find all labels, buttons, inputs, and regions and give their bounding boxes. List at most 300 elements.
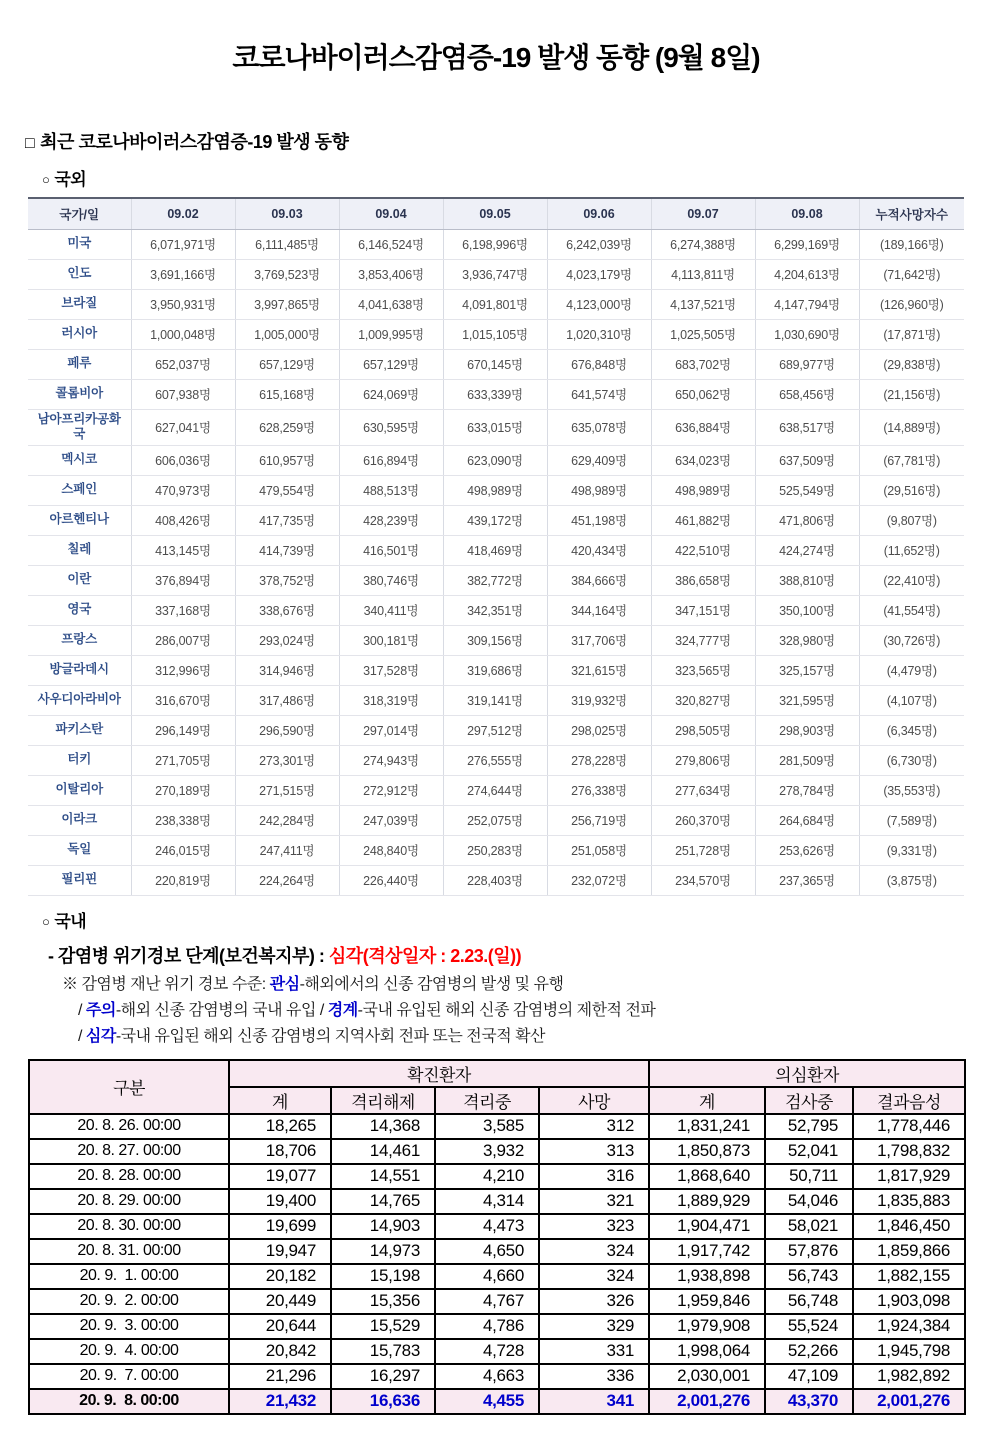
stat-value: 20,842 — [229, 1339, 331, 1364]
crisis-alert-line — [48, 942, 992, 968]
square-bullet-icon: □ — [25, 135, 35, 152]
stat-value: 4,210 — [435, 1164, 539, 1189]
case-count-cell: 278,228명 — [547, 745, 651, 775]
overseas-column-header: 09.05 — [443, 198, 547, 229]
case-count-cell: 376,894명 — [131, 565, 235, 595]
overseas-table-row — [28, 805, 964, 835]
case-count-cell: (11,652명) — [859, 535, 964, 565]
country-name: 미국 — [28, 229, 131, 259]
case-count-cell: 237,365명 — [755, 865, 859, 895]
case-count-cell: 319,141명 — [443, 685, 547, 715]
stat-value: 336 — [539, 1364, 649, 1389]
overseas-column-header: 09.04 — [339, 198, 443, 229]
case-count-cell: 271,705명 — [131, 745, 235, 775]
overseas-table-row — [28, 655, 964, 685]
stat-value: 1,868,640 — [649, 1164, 765, 1189]
domestic-group-header: 확진환자 — [229, 1060, 649, 1087]
case-count-cell: 630,595명 — [339, 409, 443, 445]
case-count-cell: 317,486명 — [235, 685, 339, 715]
stat-value: 52,041 — [765, 1139, 853, 1164]
overseas-column-header: 09.07 — [651, 198, 755, 229]
overseas-column-header: 09.03 — [235, 198, 339, 229]
stat-value: 1,924,384 — [853, 1314, 965, 1339]
subsection-domestic-heading — [42, 907, 992, 932]
overseas-table-row — [28, 865, 964, 895]
case-count-cell: 298,903명 — [755, 715, 859, 745]
case-count-cell: 498,989명 — [443, 475, 547, 505]
overseas-table-row — [28, 505, 964, 535]
stat-value: 4,455 — [435, 1389, 539, 1414]
note-text: -국내 유입된 해외 신종 감염병의 제한적 전파 — [357, 1001, 656, 1019]
stat-value: 4,473 — [435, 1214, 539, 1239]
case-count-cell: 253,626명 — [755, 835, 859, 865]
stat-value: 324 — [539, 1264, 649, 1289]
stat-value: 21,296 — [229, 1364, 331, 1389]
overseas-header-row — [28, 198, 964, 229]
case-count-cell: (4,107명) — [859, 685, 964, 715]
report-date: 20. 9. 3. 00:00 — [29, 1314, 229, 1339]
case-count-cell: 260,370명 — [651, 805, 755, 835]
crisis-alert-label: - 감염병 위기경보 단계(보건복지부) : — [48, 945, 329, 966]
case-count-cell: 220,819명 — [131, 865, 235, 895]
case-count-cell: 323,565명 — [651, 655, 755, 685]
case-count-cell: 247,039명 — [339, 805, 443, 835]
case-count-cell: 278,784명 — [755, 775, 859, 805]
overseas-table-row — [28, 535, 964, 565]
stat-value: 329 — [539, 1314, 649, 1339]
stat-value: 1,938,898 — [649, 1264, 765, 1289]
case-count-cell: 638,517명 — [755, 409, 859, 445]
stat-value: 313 — [539, 1139, 649, 1164]
case-count-cell: 340,411명 — [339, 595, 443, 625]
case-count-cell: 344,164명 — [547, 595, 651, 625]
stat-value: 331 — [539, 1339, 649, 1364]
stat-value: 1,979,908 — [649, 1314, 765, 1339]
stat-value: 52,266 — [765, 1339, 853, 1364]
alert-level-term: 경계 — [327, 1001, 358, 1019]
crisis-alert-level: 심각(격상일자 : 2.23.(일)) — [328, 945, 522, 966]
domestic-table — [28, 1059, 966, 1415]
domestic-sub-header: 격리중 — [435, 1087, 539, 1114]
case-count-cell: 636,884명 — [651, 409, 755, 445]
case-count-cell: 281,509명 — [755, 745, 859, 775]
case-count-cell: 384,666명 — [547, 565, 651, 595]
stat-value: 19,400 — [229, 1189, 331, 1214]
note-text: -해외 신종 감염병의 국내 유입 / — [115, 1001, 328, 1019]
case-count-cell: 498,989명 — [651, 475, 755, 505]
country-name: 남아프리카공화국 — [28, 409, 131, 445]
domestic-group-header-row — [29, 1060, 965, 1087]
stat-value: 54,046 — [765, 1189, 853, 1214]
case-count-cell: 670,145명 — [443, 349, 547, 379]
case-count-cell: 657,129명 — [339, 349, 443, 379]
domestic-table-row — [29, 1364, 965, 1389]
case-count-cell: 321,595명 — [755, 685, 859, 715]
report-date: 20. 8. 27. 00:00 — [29, 1139, 229, 1164]
case-count-cell: 629,409명 — [547, 445, 651, 475]
stat-value: 1,982,892 — [853, 1364, 965, 1389]
overseas-table-row — [28, 229, 964, 259]
case-count-cell: 3,997,865명 — [235, 289, 339, 319]
case-count-cell: 424,274명 — [755, 535, 859, 565]
report-date: 20. 8. 28. 00:00 — [29, 1164, 229, 1189]
overseas-table-row — [28, 565, 964, 595]
alert-level-term: 심각 — [85, 1027, 116, 1045]
case-count-cell: 1,009,995명 — [339, 319, 443, 349]
report-date: 20. 9. 8. 00:00 — [29, 1389, 229, 1414]
stat-value: 1,959,846 — [649, 1289, 765, 1314]
case-count-cell: 256,719명 — [547, 805, 651, 835]
case-count-cell: 386,658명 — [651, 565, 755, 595]
stat-value: 20,182 — [229, 1264, 331, 1289]
case-count-cell: 248,840명 — [339, 835, 443, 865]
case-count-cell: 382,772명 — [443, 565, 547, 595]
case-count-cell: 471,806명 — [755, 505, 859, 535]
case-count-cell: 414,739명 — [235, 535, 339, 565]
case-count-cell: 350,100명 — [755, 595, 859, 625]
case-count-cell: 4,041,638명 — [339, 289, 443, 319]
case-count-cell: (7,589명) — [859, 805, 964, 835]
domestic-table-row — [29, 1339, 965, 1364]
case-count-cell: 6,071,971명 — [131, 229, 235, 259]
case-count-cell: 4,113,811명 — [651, 259, 755, 289]
stat-value: 58,021 — [765, 1214, 853, 1239]
stat-value: 4,767 — [435, 1289, 539, 1314]
note-text: ※ 감염병 재난 위기 경보 수준: — [62, 975, 270, 993]
section-recent-trend-heading — [25, 128, 992, 154]
country-name: 스페인 — [28, 475, 131, 505]
stat-value: 20,449 — [229, 1289, 331, 1314]
subsection-domestic-label: 국내 — [54, 911, 87, 931]
subsection-overseas-label: 국외 — [54, 170, 87, 189]
case-count-cell: 657,129명 — [235, 349, 339, 379]
overseas-table-row — [28, 685, 964, 715]
stat-value: 4,314 — [435, 1189, 539, 1214]
stat-value: 4,660 — [435, 1264, 539, 1289]
case-count-cell: 615,168명 — [235, 379, 339, 409]
case-count-cell: 4,023,179명 — [547, 259, 651, 289]
case-count-cell: 309,156명 — [443, 625, 547, 655]
domestic-table-row — [29, 1314, 965, 1339]
stat-value: 14,368 — [331, 1114, 435, 1139]
case-count-cell: 417,735명 — [235, 505, 339, 535]
stat-value: 324 — [539, 1239, 649, 1264]
case-count-cell: 226,440명 — [339, 865, 443, 895]
overseas-table-row — [28, 595, 964, 625]
case-count-cell: 420,434명 — [547, 535, 651, 565]
case-count-cell: 1,005,000명 — [235, 319, 339, 349]
stat-value: 14,973 — [331, 1239, 435, 1264]
case-count-cell: 273,301명 — [235, 745, 339, 775]
stat-value: 14,551 — [331, 1164, 435, 1189]
report-date: 20. 9. 7. 00:00 — [29, 1364, 229, 1389]
case-count-cell: 624,069명 — [339, 379, 443, 409]
country-name: 러시아 — [28, 319, 131, 349]
stat-value: 3,932 — [435, 1139, 539, 1164]
stat-value: 3,585 — [435, 1114, 539, 1139]
case-count-cell: 298,025명 — [547, 715, 651, 745]
stat-value: 323 — [539, 1214, 649, 1239]
case-count-cell: (67,781명) — [859, 445, 964, 475]
note-text: / — [78, 1027, 86, 1045]
page-title: 코로나바이러스감염증-19 발생 동향 (9월 8일) — [232, 42, 760, 73]
case-count-cell: (17,871명) — [859, 319, 964, 349]
case-count-cell: (29,516명) — [859, 475, 964, 505]
domestic-table-row — [29, 1264, 965, 1289]
stat-value: 312 — [539, 1114, 649, 1139]
case-count-cell: 270,189명 — [131, 775, 235, 805]
overseas-column-header: 09.08 — [755, 198, 859, 229]
domestic-sub-header: 계 — [229, 1087, 331, 1114]
overseas-table-row — [28, 379, 964, 409]
case-count-cell: 6,146,524명 — [339, 229, 443, 259]
case-count-cell: 6,299,169명 — [755, 229, 859, 259]
domestic-table-row — [29, 1139, 965, 1164]
domestic-sub-header: 사망 — [539, 1087, 649, 1114]
case-count-cell: (30,726명) — [859, 625, 964, 655]
overseas-column-header: 09.06 — [547, 198, 651, 229]
domestic-table-body — [29, 1114, 965, 1414]
domestic-corner-header: 구분 — [29, 1060, 229, 1114]
country-name: 페루 — [28, 349, 131, 379]
case-count-cell: 242,284명 — [235, 805, 339, 835]
case-count-cell: 3,936,747명 — [443, 259, 547, 289]
case-count-cell: 238,338명 — [131, 805, 235, 835]
case-count-cell: 296,590명 — [235, 715, 339, 745]
overseas-table-row — [28, 715, 964, 745]
stat-value: 1,798,832 — [853, 1139, 965, 1164]
stat-value: 2,030,001 — [649, 1364, 765, 1389]
case-count-cell: 3,769,523명 — [235, 259, 339, 289]
domestic-table-row — [29, 1189, 965, 1214]
case-count-cell: 3,691,166명 — [131, 259, 235, 289]
case-count-cell: 250,283명 — [443, 835, 547, 865]
case-count-cell: 1,020,310명 — [547, 319, 651, 349]
subsection-overseas-heading — [42, 165, 992, 190]
case-count-cell: 1,025,505명 — [651, 319, 755, 349]
stat-value: 43,370 — [765, 1389, 853, 1414]
domestic-sub-header: 검사중 — [765, 1087, 853, 1114]
stat-value: 18,265 — [229, 1114, 331, 1139]
domestic-group-header: 의심환자 — [649, 1060, 965, 1087]
case-count-cell: 498,989명 — [547, 475, 651, 505]
case-count-cell: 316,670명 — [131, 685, 235, 715]
stat-value: 15,529 — [331, 1314, 435, 1339]
domestic-sub-header: 격리해제 — [331, 1087, 435, 1114]
case-count-cell: 319,932명 — [547, 685, 651, 715]
case-count-cell: 3,950,931명 — [131, 289, 235, 319]
case-count-cell: 413,145명 — [131, 535, 235, 565]
stat-value: 4,663 — [435, 1364, 539, 1389]
stat-value: 16,297 — [331, 1364, 435, 1389]
domestic-table-row — [29, 1289, 965, 1314]
case-count-cell: 325,157명 — [755, 655, 859, 685]
note-text: / — [78, 1001, 86, 1019]
case-count-cell: 1,000,048명 — [131, 319, 235, 349]
overseas-table-row — [28, 289, 964, 319]
domestic-table-row — [29, 1214, 965, 1239]
case-count-cell: (41,554명) — [859, 595, 964, 625]
stat-value: 15,198 — [331, 1264, 435, 1289]
case-count-cell: 232,072명 — [547, 865, 651, 895]
case-count-cell: 6,274,388명 — [651, 229, 755, 259]
report-date: 20. 9. 2. 00:00 — [29, 1289, 229, 1314]
case-count-cell: 314,946명 — [235, 655, 339, 685]
case-count-cell: 271,515명 — [235, 775, 339, 805]
overseas-table-row — [28, 349, 964, 379]
domestic-table-row — [29, 1164, 965, 1189]
case-count-cell: (22,410명) — [859, 565, 964, 595]
stat-value: 2,001,276 — [649, 1389, 765, 1414]
stat-value: 341 — [539, 1389, 649, 1414]
report-date: 20. 9. 1. 00:00 — [29, 1264, 229, 1289]
stat-value: 4,728 — [435, 1339, 539, 1364]
case-count-cell: 610,957명 — [235, 445, 339, 475]
case-count-cell: 635,078명 — [547, 409, 651, 445]
case-count-cell: (126,960명) — [859, 289, 964, 319]
case-count-cell: 297,512명 — [443, 715, 547, 745]
case-count-cell: (6,730명) — [859, 745, 964, 775]
case-count-cell: 277,634명 — [651, 775, 755, 805]
case-count-cell: 4,123,000명 — [547, 289, 651, 319]
case-count-cell: 296,149명 — [131, 715, 235, 745]
case-count-cell: 293,024명 — [235, 625, 339, 655]
case-count-cell: 252,075명 — [443, 805, 547, 835]
case-count-cell: 623,090명 — [443, 445, 547, 475]
section-recent-trend-label: 최근 코로나바이러스감염증-19 발생 동향 — [40, 132, 349, 152]
country-name: 파키스탄 — [28, 715, 131, 745]
stat-value: 47,109 — [765, 1364, 853, 1389]
case-count-cell: 408,426명 — [131, 505, 235, 535]
case-count-cell: 4,204,613명 — [755, 259, 859, 289]
case-count-cell: 461,882명 — [651, 505, 755, 535]
case-count-cell: 378,752명 — [235, 565, 339, 595]
stat-value: 1,903,098 — [853, 1289, 965, 1314]
stat-value: 56,743 — [765, 1264, 853, 1289]
case-count-cell: 228,403명 — [443, 865, 547, 895]
stat-value: 14,461 — [331, 1139, 435, 1164]
case-count-cell: 342,351명 — [443, 595, 547, 625]
overseas-table-row — [28, 259, 964, 289]
overseas-column-header: 누적사망자수 — [859, 198, 964, 229]
case-count-cell: 525,549명 — [755, 475, 859, 505]
case-count-cell: (189,166명) — [859, 229, 964, 259]
country-name: 이라크 — [28, 805, 131, 835]
case-count-cell: (9,807명) — [859, 505, 964, 535]
overseas-table-row — [28, 475, 964, 505]
case-count-cell: 607,938명 — [131, 379, 235, 409]
country-name: 칠레 — [28, 535, 131, 565]
overseas-table-row — [28, 319, 964, 349]
case-count-cell: (9,331명) — [859, 835, 964, 865]
alert-notes — [0, 972, 992, 1050]
overseas-table-row — [28, 835, 964, 865]
case-count-cell: 318,319명 — [339, 685, 443, 715]
case-count-cell: 324,777명 — [651, 625, 755, 655]
case-count-cell: 418,469명 — [443, 535, 547, 565]
case-count-cell: 319,686명 — [443, 655, 547, 685]
stat-value: 1,850,873 — [649, 1139, 765, 1164]
case-count-cell: 388,810명 — [755, 565, 859, 595]
overseas-table-body — [28, 229, 964, 895]
case-count-cell: 488,513명 — [339, 475, 443, 505]
country-name: 이탈리아 — [28, 775, 131, 805]
country-name: 프랑스 — [28, 625, 131, 655]
circle-bullet-icon: ○ — [42, 913, 50, 929]
country-name: 브라질 — [28, 289, 131, 319]
case-count-cell: 416,501명 — [339, 535, 443, 565]
stat-value: 1,882,155 — [853, 1264, 965, 1289]
domestic-sub-header: 계 — [649, 1087, 765, 1114]
country-name: 독일 — [28, 835, 131, 865]
case-count-cell: 286,007명 — [131, 625, 235, 655]
case-count-cell: 321,615명 — [547, 655, 651, 685]
country-name: 아르헨티나 — [28, 505, 131, 535]
report-date: 20. 8. 29. 00:00 — [29, 1189, 229, 1214]
report-date: 20. 8. 30. 00:00 — [29, 1214, 229, 1239]
case-count-cell: 300,181명 — [339, 625, 443, 655]
case-count-cell: (3,875명) — [859, 865, 964, 895]
case-count-cell: 276,338명 — [547, 775, 651, 805]
case-count-cell: 479,554명 — [235, 475, 339, 505]
stat-value: 1,889,929 — [649, 1189, 765, 1214]
stat-value: 316 — [539, 1164, 649, 1189]
case-count-cell: 641,574명 — [547, 379, 651, 409]
stat-value: 20,644 — [229, 1314, 331, 1339]
stat-value: 321 — [539, 1189, 649, 1214]
case-count-cell: 683,702명 — [651, 349, 755, 379]
stat-value: 19,077 — [229, 1164, 331, 1189]
case-count-cell: 276,555명 — [443, 745, 547, 775]
case-count-cell: 676,848명 — [547, 349, 651, 379]
case-count-cell: 658,456명 — [755, 379, 859, 409]
case-count-cell: 637,509명 — [755, 445, 859, 475]
report-date: 20. 8. 26. 00:00 — [29, 1114, 229, 1139]
circle-bullet-icon: ○ — [42, 172, 50, 187]
domestic-sub-header: 결과음성 — [853, 1087, 965, 1114]
stat-value: 19,699 — [229, 1214, 331, 1239]
country-name: 터키 — [28, 745, 131, 775]
stat-value: 1,859,866 — [853, 1239, 965, 1264]
overseas-table-row — [28, 745, 964, 775]
case-count-cell: (14,889명) — [859, 409, 964, 445]
case-count-cell: 347,151명 — [651, 595, 755, 625]
case-count-cell: (21,156명) — [859, 379, 964, 409]
case-count-cell: 224,264명 — [235, 865, 339, 895]
case-count-cell: 634,023명 — [651, 445, 755, 475]
case-count-cell: 380,746명 — [339, 565, 443, 595]
case-count-cell: 320,827명 — [651, 685, 755, 715]
stat-value: 55,524 — [765, 1314, 853, 1339]
report-date: 20. 8. 31. 00:00 — [29, 1239, 229, 1264]
case-count-cell: 337,168명 — [131, 595, 235, 625]
case-count-cell: 274,644명 — [443, 775, 547, 805]
case-count-cell: 338,676명 — [235, 595, 339, 625]
country-name: 영국 — [28, 595, 131, 625]
stat-value: 50,711 — [765, 1164, 853, 1189]
stat-value: 1,817,929 — [853, 1164, 965, 1189]
alert-note-line — [62, 972, 992, 998]
stat-value: 57,876 — [765, 1239, 853, 1264]
case-count-cell: 652,037명 — [131, 349, 235, 379]
case-count-cell: 4,091,801명 — [443, 289, 547, 319]
alert-level-term: 주의 — [85, 1001, 116, 1019]
case-count-cell: 274,943명 — [339, 745, 443, 775]
note-text: -해외에서의 신종 감염병의 발생 및 유행 — [299, 975, 564, 993]
overseas-table-row — [28, 445, 964, 475]
case-count-cell: 470,973명 — [131, 475, 235, 505]
stat-value: 21,432 — [229, 1389, 331, 1414]
